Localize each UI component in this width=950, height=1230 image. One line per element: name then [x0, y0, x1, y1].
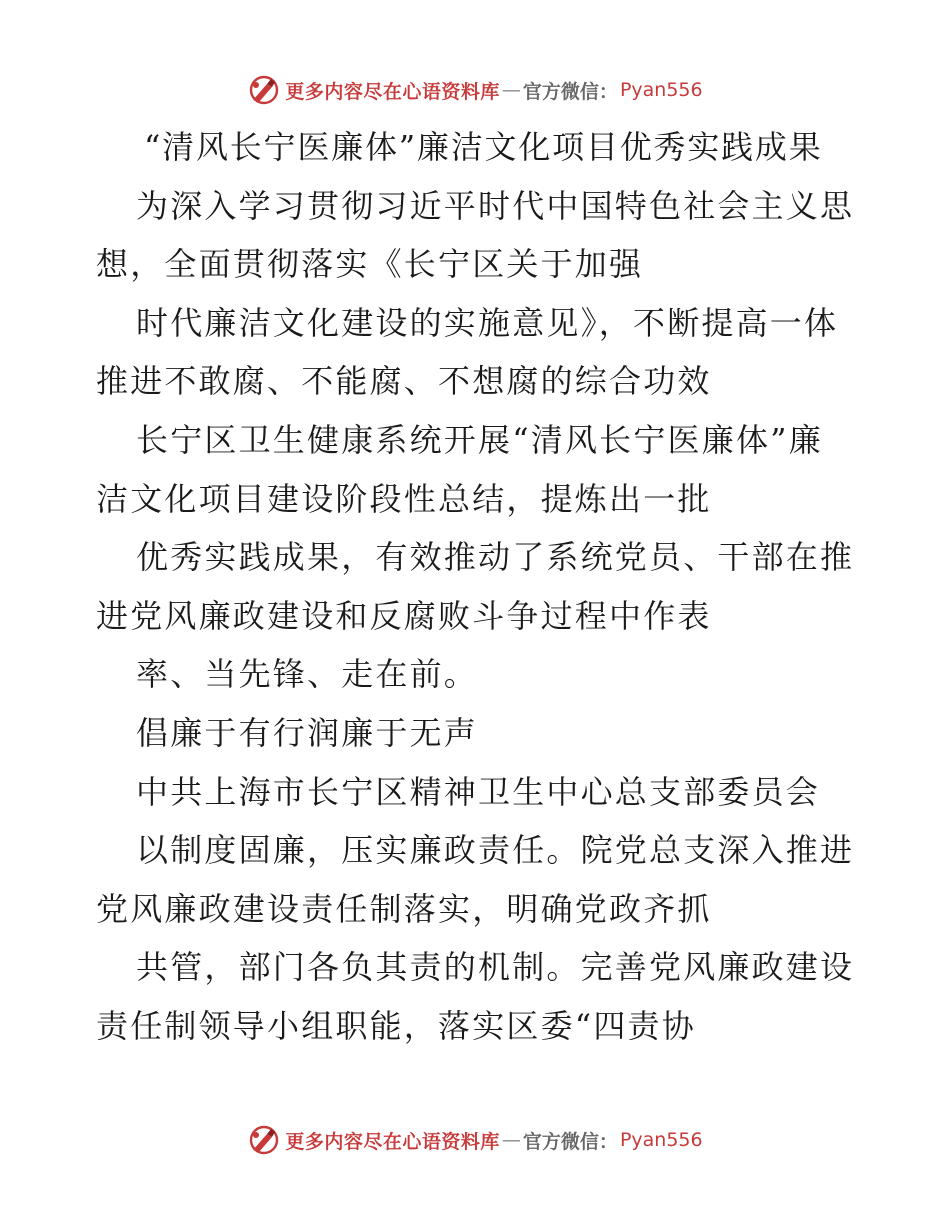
banner-wechat-handle: Pyan556: [619, 79, 703, 101]
banner-brand-text: 更多内容尽在心语资料库: [285, 80, 500, 103]
paragraph-line: 长宁区卫生健康系统开展“清风长宁医廉体”廉: [136, 420, 823, 459]
paragraph-line: 推进不敢腐、不能腐、不想腐的综合功效: [96, 362, 712, 401]
paragraph-line: 洁文化项目建设阶段性总结，提炼出一批: [96, 479, 712, 518]
document-title: “清风长宁医廉体”廉洁文化项目优秀实践成果: [144, 128, 823, 166]
hand-pen-logo-icon: [247, 73, 281, 107]
footer-banner: [0, 1120, 950, 1160]
banner-wechat-handle: Pyan556: [619, 1129, 703, 1151]
paragraph-line: 共管，部门各负其责的机制。完善党风廉政建设: [136, 948, 855, 987]
paragraph-line: 为深入学习贯彻习近平时代中国特色社会主义思: [136, 186, 855, 225]
hand-pen-logo-icon: [247, 1123, 281, 1157]
banner-dash: —: [501, 79, 521, 101]
paragraph-line: 进党风廉政建设和反腐败斗争过程中作表: [96, 596, 712, 635]
paragraph-line: 率、当先锋、走在前。: [136, 655, 479, 694]
section-heading: 倡廉于有行润廉于无声: [136, 713, 479, 752]
document-body: [96, 118, 856, 1056]
paragraph-line: 想，全面贯彻落实《长宁区关于加强: [96, 245, 644, 284]
paragraph-line: 责任制领导小组职能，落实区委“四责协: [96, 1006, 696, 1045]
header-banner: [0, 70, 950, 110]
banner-brand-text: 更多内容尽在心语资料库: [285, 1130, 500, 1153]
paragraph-line: 以制度固廉，压实廉政责任。院党总支深入推进: [136, 831, 855, 870]
organization-name: 中共上海市长宁区精神卫生中心总支部委员会: [136, 772, 821, 811]
banner-official-label: 官方微信：: [522, 1130, 618, 1153]
paragraph-line: 时代廉洁文化建设的实施意见》，不断提高一体: [136, 303, 839, 342]
banner-dash: —: [501, 1129, 521, 1151]
paragraph-line: 党风廉政建设责任制落实，明确党政齐抓: [96, 889, 712, 928]
paragraph-line: 优秀实践成果，有效推动了系统党员、干部在推: [136, 538, 855, 577]
banner-official-label: 官方微信：: [522, 80, 618, 103]
